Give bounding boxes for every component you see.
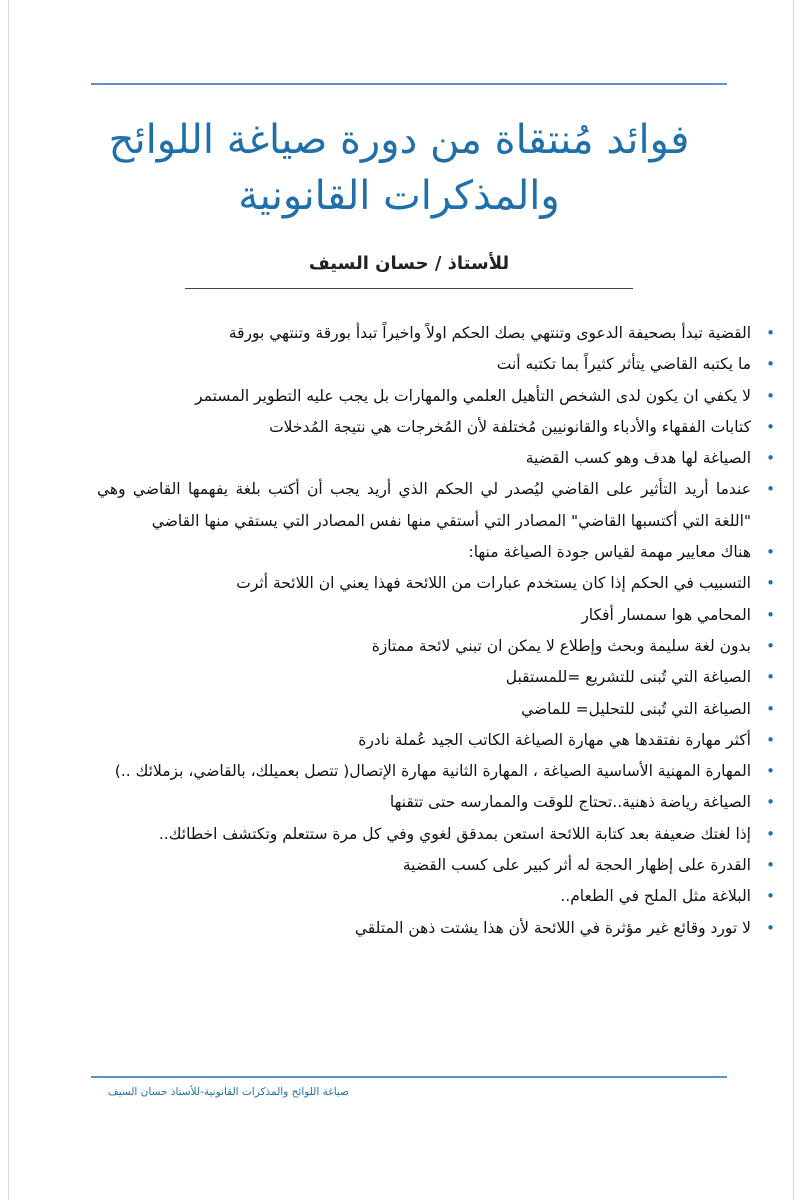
bullet-icon: • [766,574,775,593]
bullet-icon: • [766,605,775,624]
bullet-icon: • [766,824,775,843]
list-item-text: البلاغة مثل الملح في الطعام.. [560,887,751,906]
list-item-text: المحامي هوا سمسار أفكار [581,605,751,624]
page [8,0,794,1200]
list-item [97,349,779,380]
list-item-text: ما يكتبه القاضي يتأثر كثيراً بما تكتبه أنت [496,355,751,374]
list-item-text: القدرة على إظهار الحجة له أثر كبير على كسب القضية [402,856,751,875]
list-item [97,631,779,662]
list-item [97,694,779,725]
bullet-icon: • [766,386,775,405]
bullet-icon: • [766,762,775,781]
list-item [97,474,779,537]
list-item [97,443,779,474]
list-item [97,850,779,881]
list-item [97,568,779,599]
list-item [97,600,779,631]
bullet-icon: • [766,918,775,937]
list-item-text: الصياغة التي تُبنى للتحليل= للماضي [521,699,751,718]
list-item-text: المهارة المهنية الأساسية الصياغة ، المهارة الثانية مهارة الإتصال( تتصل بعميلك، بالقاضي، بزملائك ..) [114,762,751,781]
bullet-icon: • [766,668,775,687]
bullet-icon: • [766,449,775,468]
list-item-text: الصياغة التي تُبنى للتشريع =للمستقبل [505,668,751,687]
list-item [97,756,779,787]
list-item [97,381,779,412]
list-item [97,881,779,912]
bullet-icon: • [766,793,775,812]
list-item-text: كتابات الفقهاء والأدباء والقانونيين مُختلفة لأن المُخرجات هي نتيجة المُدخلات [269,417,751,436]
list-item-text: لا يكفي ان يكون لدى الشخص التأهيل العلمي والمهارات بل يجب عليه التطوير المستمر [195,386,751,405]
bullet-icon: • [766,417,775,436]
list-item [97,787,779,818]
list-item [97,537,779,568]
list-item-text: القضية تبدأ بصحيفة الدعوى وتنتهي بصك الحكم اولاً واخيراً تبدأ بورقة وتنتهي بورقة [228,324,751,342]
list-item-text: أكثر مهارة نفتقدها هي مهارة الصياغة الكاتب الجيد عُملة نادرة [358,730,751,749]
bullet-icon: • [766,543,775,562]
list-item [97,662,779,693]
bullet-icon: • [766,355,775,374]
list-item-text: هناك معايير مهمة لقياس جودة الصياغة منها: [468,543,751,562]
bullet-icon: • [766,856,775,875]
list-item-text: إذا لغتك ضعيفة بعد كتابة اللائحة استعن بمدقق لغوي وفي كل مرة ستتعلم وتكتشف اخطائك.. [158,824,751,843]
author-underline [185,288,633,289]
list-item-text: بدون لغة سليمة وبحث وإطلاع لا يمكن ان تبني لائحة ممتازة [371,636,751,655]
benefits-list [97,318,779,944]
list-item [97,819,779,850]
bullet-icon: • [766,636,775,655]
bottom-divider [91,1076,727,1078]
list-item-text: عندما أريد التأثير على القاضي ليُصدر لي الحكم الذي أريد يجب أن أكتب بلغة يفهمها القاضي وهي "اللغة التي أكتسبها القاضي" المصادر التي أستقي منها نفس المصادر التي يستقي منها القاضي [97,480,751,530]
list-item [97,725,779,756]
list-item-text: لا تورد وقائع غير مؤثرة في اللائحة لأن هذا يشتت ذهن المتلقي [354,918,751,937]
list-item [97,412,779,443]
document-title: فوائد مُنتقاة من دورة صياغة اللوائح والمذكرات القانونية [108,117,690,219]
list-item-text: الصياغة لها هدف وهو كسب القضية [525,449,751,468]
list-item [97,913,779,944]
bullet-icon: • [766,699,775,718]
bullet-icon: • [766,887,775,906]
list-item [97,318,779,349]
bullet-icon: • [766,480,775,499]
bullet-icon: • [766,324,775,342]
list-item-text: التسبيب في الحكم إذا كان يستخدم عبارات من اللائحة فهذا يعني ان اللائحة أثرت [236,574,751,593]
author-line: للأستاذ / حسان السيف [308,253,510,274]
list-item-text: الصياغة رياضة ذهنية..تحتاج للوقت والممارسه حتى تتقنها [389,793,751,812]
page-footer: صياغة اللوائح والمذكرات القانونية-للأستاذ حسان السيف [107,1086,349,1098]
bullet-icon: • [766,730,775,749]
top-divider [91,83,727,85]
